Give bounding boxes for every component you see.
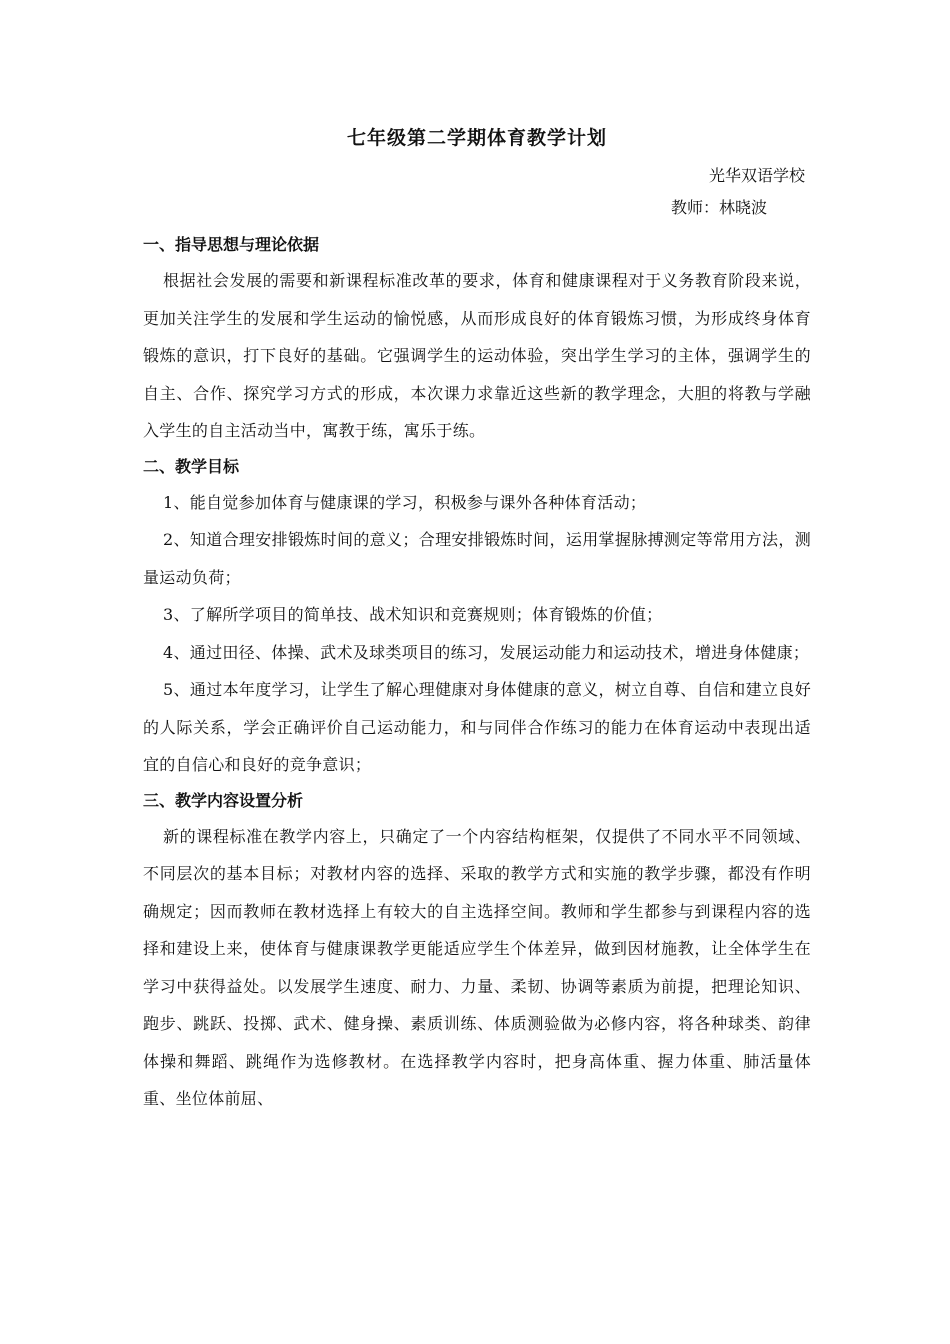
section-heading: 二、教学目标 [143,456,240,476]
section-guiding-ideology [143,228,811,450]
paragraph: 新的课程标准在教学内容上，只确定了一个内容结构框架，仅提供了不同水平不同领域、不同层次的基本目标；对教材内容的选择、采取的教学方式和实施的教学步骤，都没有作明确规定；因而教师在教材选择上有较大的自主选择空间。教师和学生都参与到课程内容的选择和建设上来，使体育与健康课教学更能适应学生个体差异，做到因材施教，让全体学生在学习中获得益处。以发展学生速度、耐力、力量、柔韧、协调等素质为前提，把理论知识、跑步、跳跃、投掷、武术、健身操、素质训练、体质测验做为必修内容，将各种球类、韵律体操和舞蹈、跳绳作为选修教材。在选择教学内容时，把身高体重、握力体重、肺活量体重、坐位体前屈、 [143,826,811,1108]
goal-item: 3、了解所学项目的简单技、战术知识和竞赛规则；体育锻炼的价值； [163,605,663,624]
goal-item: 2、知道合理安排锻炼时间的意义；合理安排锻炼时间，运用掌握脉搏测定等常用方法，测量运动负荷； [143,530,811,587]
goal-item: 1、能自觉参加体育与健康课的学习，积极参与课外各种体育活动； [163,492,647,512]
document-title: 七年级第二学期体育教学计划 [346,127,607,149]
goal-item: 5、通过本年度学习，让学生了解心理健康对身体健康的意义，树立自尊、自信和建立良好的人际关系，学会正确评价自己运动能力，和与同伴合作练习的能力在体育运动中表现出适宜的自信心和良好的竞争意识； [143,680,811,774]
section-heading: 三、教学内容设置分析 [143,790,304,810]
document-body [143,122,811,1118]
teacher-name: 教师：林晓波 [670,198,767,217]
paragraph: 根据社会发展的需要和新课程标准改革的要求，体育和健康课程对于义务教育阶段来说，更加关注学生的发展和学生运动的愉悦感，从而形成良好的体育锻炼习惯，为形成终身体育锻炼的意识，打下良好的基础。它强调学生的运动体验，突出学生学习的主体，强调学生的自主、合作、探究学习方式的形成，本次课力求靠近这些新的教学理念，大胆的将教与学融入学生的自主活动当中，寓教于练，寓乐于练。 [143,271,811,440]
section-heading: 一、指导思想与理论依据 [143,235,320,254]
section-teaching-goals [143,450,811,784]
section-content-analysis [143,784,811,1118]
school-name: 光华双语学校 [708,166,805,185]
goal-item: 4、通过田径、体操、武术及球类项目的练习，发展运动能力和运动技术，增进身体健康； [163,642,810,662]
